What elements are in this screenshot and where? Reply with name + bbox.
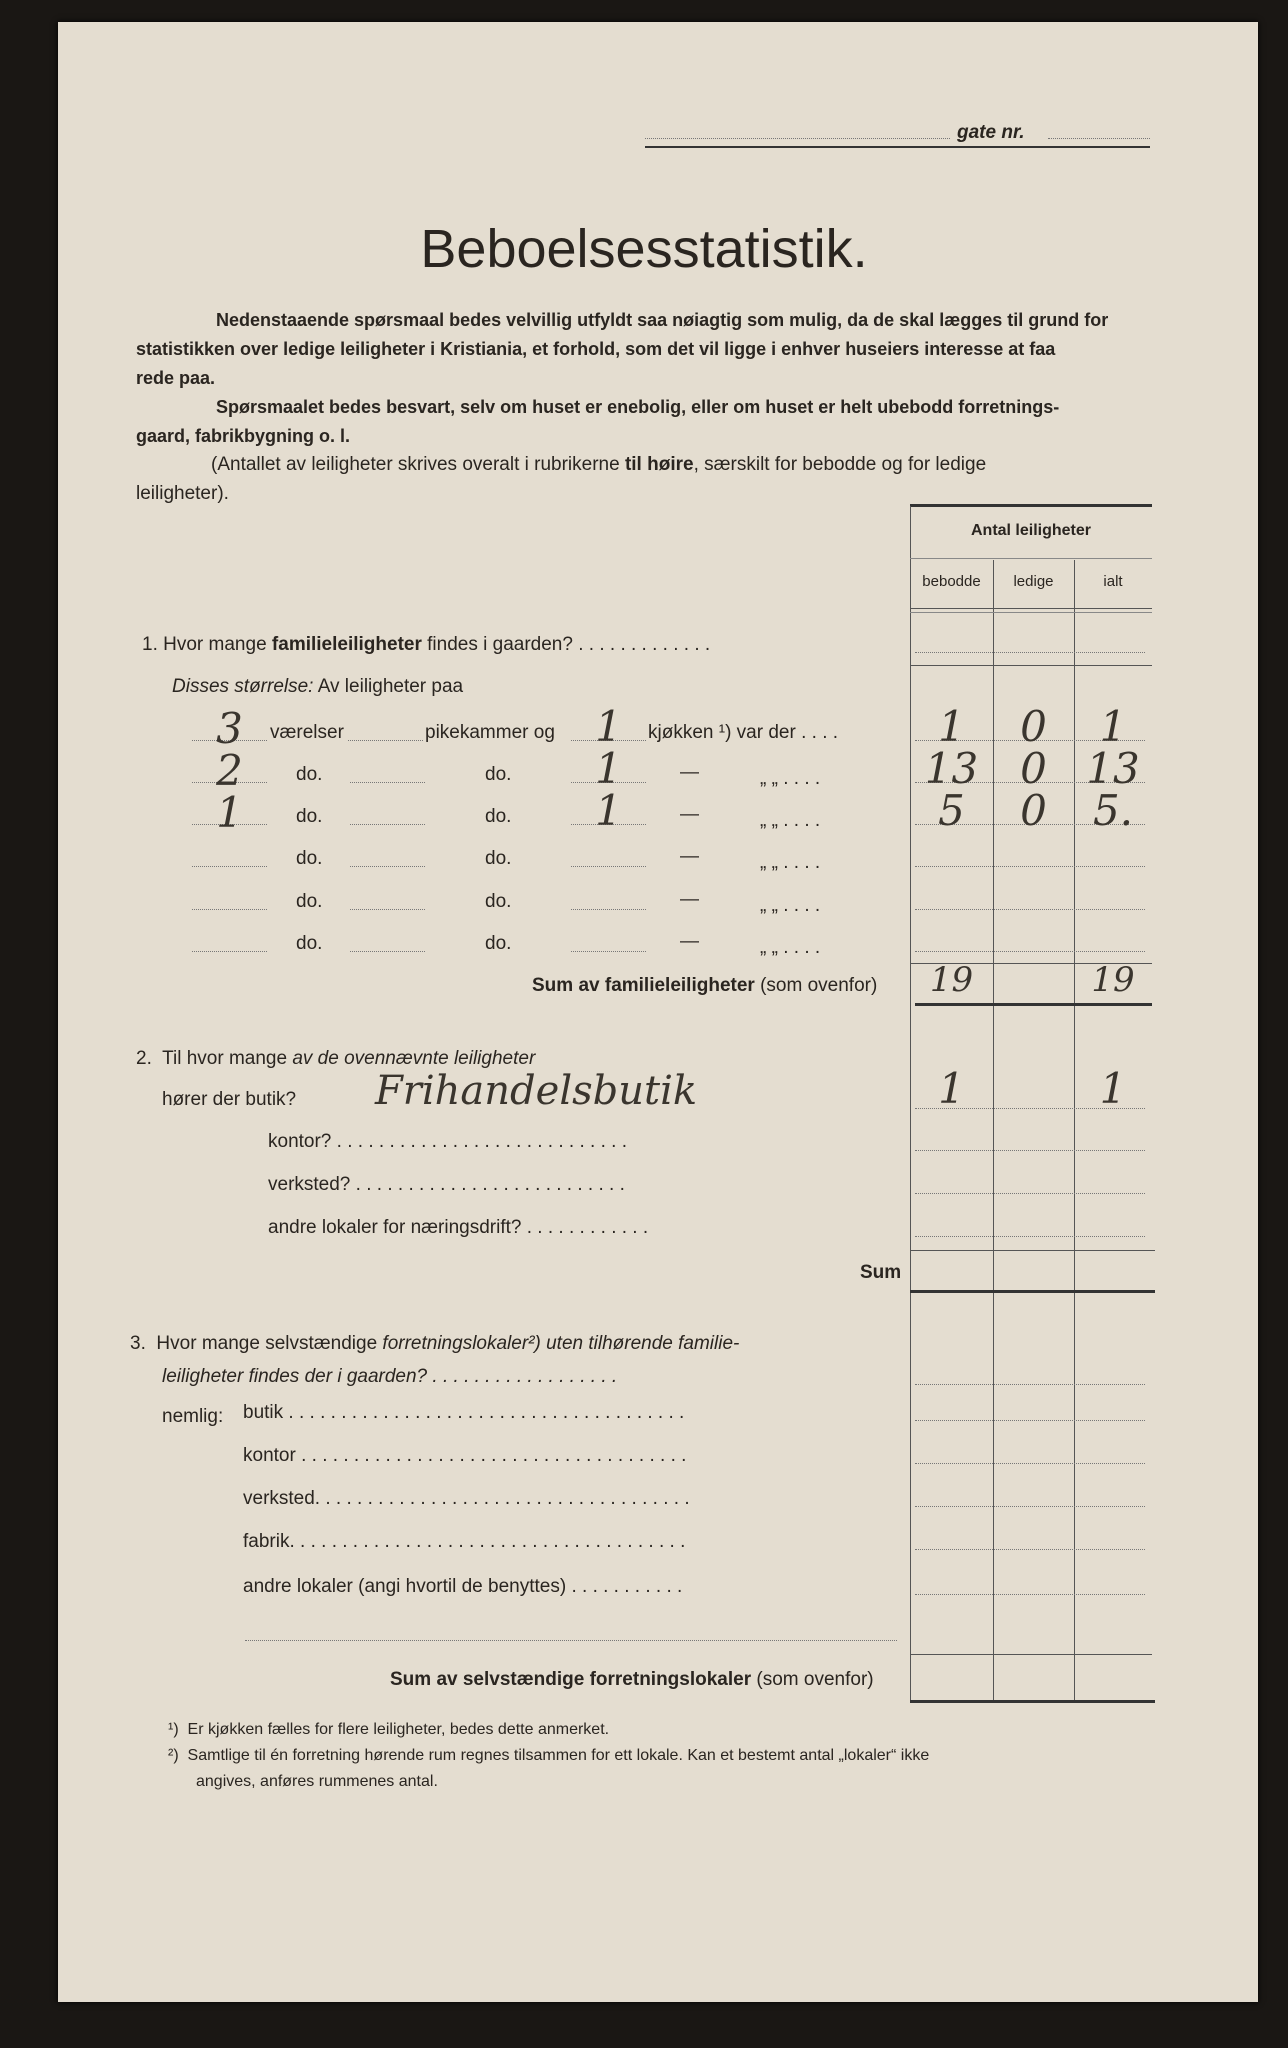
do-label: do.: [296, 933, 323, 954]
pikekammer-field[interactable]: [350, 782, 425, 783]
intro-paragraph-3: [136, 450, 1150, 508]
q1-sum-bebodde[interactable]: 19: [929, 960, 974, 1000]
q3-total-line[interactable]: [915, 1384, 1145, 1385]
do-label: do.: [296, 848, 323, 869]
rooms-field[interactable]: [192, 951, 267, 952]
kitchen-value[interactable]: 1: [595, 744, 622, 793]
intro-line: Spørsmaalet bedes besvart, selv om huset er enebolig, eller om huset er helt ubebodd forretnings-: [216, 397, 1060, 417]
q1-row-bebodde[interactable]: 5: [938, 786, 965, 835]
q1-row-ialt[interactable]: 13: [1086, 744, 1140, 793]
q3-row-label: kontor . . . . . . . . . . . . . . . . . . . . . . . . . . . . . . . . . . . . .: [243, 1445, 687, 1466]
street-number-field[interactable]: [1048, 138, 1150, 139]
pikekammer-field[interactable]: [350, 909, 425, 910]
ditto-marks: „ „ . . . .: [760, 852, 821, 873]
do-label: do.: [485, 848, 512, 869]
q2-row-line[interactable]: [915, 1150, 1145, 1151]
table-rule: [910, 608, 1152, 609]
kitchen-field[interactable]: [571, 866, 646, 867]
q2-butik-ialt[interactable]: 1: [1099, 1064, 1127, 1113]
do-label: do.: [296, 891, 323, 912]
q3-row-label: fabrik. . . . . . . . . . . . . . . . . . . . . . . . . . . . . . . . . . . . . .: [243, 1531, 686, 1552]
pikekammer-field[interactable]: [350, 824, 425, 825]
intro-text: leiligheter).: [136, 483, 229, 504]
do-label: do.: [485, 806, 512, 827]
q2-question: 2. Til hvor mange av de ovennævnte leiligheter: [136, 1048, 536, 1069]
q1-sizes-label: Disses størrelse: Av leiligheter paa: [172, 676, 464, 697]
q3-other-use-field[interactable]: [245, 1640, 897, 1641]
col-header-ledige: ledige: [1013, 573, 1054, 590]
q2-row-line[interactable]: [915, 1108, 1145, 1109]
q1-total-answer[interactable]: [915, 652, 1145, 653]
intro-line: gaard, fabrikbygning o. l.: [136, 426, 351, 446]
page-title: Beboelsesstatistik.: [420, 219, 868, 279]
rooms-field[interactable]: [192, 909, 267, 910]
header-rule: [645, 146, 1150, 148]
table-rule: [915, 1003, 1152, 1006]
dash: —: [680, 931, 699, 952]
q1-row-bebodde[interactable]: 13: [924, 744, 979, 793]
footnotes: ¹) Er kjøkken fælles for flere leiligheter, bedes dette anmerket. ²) Samtlige til én forretning hørende rum regnes tilsammen for ett lokale. Kan et bestemt antal „lokaler“ ikke angives, anføres rummenes antal.: [168, 1721, 930, 1790]
table-rule: [910, 558, 1152, 559]
q2-row-line[interactable]: [915, 1236, 1145, 1237]
q3-question: 3. Hvor mange selvstændige forretningslokaler²) uten tilhørende familie-: [130, 1333, 740, 1354]
q3-row-line[interactable]: [915, 1420, 1145, 1421]
pikekammer-label: pikekammer og: [425, 722, 555, 743]
kjokken-label: kjøkken ¹) var der . . . .: [648, 722, 839, 743]
q1-question: 1. Hvor mange familieleiligheter findes i gaarden? . . . . . . . . . . . . .: [142, 634, 711, 655]
q3-sum-label: Sum av selvstændige forretningslokaler (som ovenfor): [390, 1669, 874, 1690]
intro-paragraph-1: [136, 306, 1150, 451]
vaerelser-label: værelser: [270, 722, 344, 743]
intro-line: rede paa.: [136, 368, 216, 388]
col-header-bebodde: bebodde: [922, 573, 981, 590]
intro-bold: til høire: [624, 454, 694, 475]
q3-question-cont: leiligheter findes der i gaarden? . . . . . . . . . . . . . . . . . .: [162, 1366, 618, 1387]
kitchen-value[interactable]: 1: [595, 786, 622, 835]
q3-row-line[interactable]: [915, 1463, 1145, 1464]
table-row-line: [915, 951, 1145, 952]
q2-butik-answer[interactable]: Frihandelsbutik: [375, 1068, 698, 1114]
do-label: do.: [296, 806, 323, 827]
do-label: do.: [296, 764, 323, 785]
q2-sum-label: Sum: [860, 1262, 902, 1283]
intro-text: , særskilt for bebodde og for ledige: [693, 454, 987, 475]
kitchen-value[interactable]: 1: [595, 702, 622, 751]
q2-verksted-label: verksted? . . . . . . . . . . . . . . . . . . . . . . . . . .: [268, 1174, 625, 1195]
rooms-value[interactable]: 2: [216, 746, 243, 795]
table-bottom-rule: [910, 1700, 1155, 1703]
q3-row-line[interactable]: [915, 1594, 1145, 1595]
q3-row-line[interactable]: [915, 1506, 1145, 1507]
q3-row-label: butik . . . . . . . . . . . . . . . . . . . . . . . . . . . . . . . . . . . . . .: [243, 1402, 685, 1423]
street-name-field[interactable]: [645, 138, 950, 139]
table-rule: [910, 1250, 1155, 1251]
pikekammer-field[interactable]: [350, 866, 425, 867]
col-header-ialt: ialt: [1103, 573, 1123, 590]
ditto-marks: „ „ . . . .: [760, 810, 821, 831]
do-label: do.: [485, 933, 512, 954]
intro-line: statistikken over ledige leiligheter i Kristiania, et forhold, som det vil ligge i enhver huseiers interesse at faa: [136, 339, 1056, 359]
ditto-marks: „ „ . . . .: [760, 937, 821, 958]
ditto-marks: „ „ . . . .: [760, 895, 821, 916]
q2-row-line[interactable]: [915, 1193, 1145, 1194]
gate-nr-label: gate nr.: [957, 122, 1025, 143]
rooms-field[interactable]: [192, 866, 267, 867]
q2-butik-label: hører der butik?: [162, 1089, 297, 1110]
pikekammer-field[interactable]: [350, 951, 425, 952]
table-rule: [910, 612, 1152, 613]
q1-sum-label: Sum av familieleiligheter (som ovenfor): [532, 975, 878, 996]
table-rule: [910, 1290, 1155, 1293]
q1-row-ledige[interactable]: 0: [1020, 744, 1047, 793]
do-label: do.: [485, 891, 512, 912]
dash: —: [680, 846, 699, 867]
rooms-value[interactable]: 3: [216, 704, 243, 753]
q1-row-ialt[interactable]: 1: [1099, 702, 1127, 751]
q3-nemlig: nemlig:: [162, 1406, 224, 1427]
table-title: Antal leiligheter: [970, 522, 1092, 539]
q1-row-bebodde[interactable]: 1: [938, 702, 965, 751]
table-rule: [910, 1654, 1152, 1655]
do-label: do.: [485, 764, 512, 785]
q3-row-label: verksted. . . . . . . . . . . . . . . . . . . . . . . . . . . . . . . . . . . .: [243, 1488, 690, 1509]
rooms-value[interactable]: 1: [216, 788, 243, 837]
dash: —: [680, 889, 699, 910]
ditto-marks: „ „ . . . .: [760, 768, 821, 789]
table-rule: [910, 665, 1152, 666]
q1-row-ialt[interactable]: 5.: [1092, 786, 1134, 835]
table-row-line: [915, 866, 1145, 867]
q1-row-ledige[interactable]: 0: [1020, 702, 1047, 751]
intro-text: (Antallet av leiligheter skrives overalt i rubrikerne: [211, 454, 625, 475]
q2-kontor-label: kontor? . . . . . . . . . . . . . . . . . . . . . . . . . . . .: [268, 1131, 627, 1152]
kitchen-field[interactable]: [571, 951, 646, 952]
q2-andre-label: andre lokaler for næringsdrift? . . . . . . . . . . . .: [268, 1217, 649, 1238]
table-row-line: [915, 909, 1145, 910]
q3-row-label: andre lokaler (angi hvortil de benyttes) . . . . . . . . . . .: [243, 1576, 683, 1597]
q3-row-line[interactable]: [915, 1549, 1145, 1550]
pikekammer-field[interactable]: [348, 740, 423, 741]
q2-butik-bebodde[interactable]: 1: [938, 1064, 965, 1113]
table-top-rule: [910, 504, 1152, 507]
q1-row-ledige[interactable]: 0: [1020, 786, 1047, 835]
intro-line: Nedenstaaende spørsmaal bedes velvillig utfyldt saa nøiagtig som mulig, da de skal lægges til grund for: [216, 310, 1109, 330]
kitchen-field[interactable]: [571, 909, 646, 910]
dash: —: [680, 804, 699, 825]
q1-sum-ialt[interactable]: 19: [1091, 960, 1135, 1000]
dash: —: [680, 762, 699, 783]
